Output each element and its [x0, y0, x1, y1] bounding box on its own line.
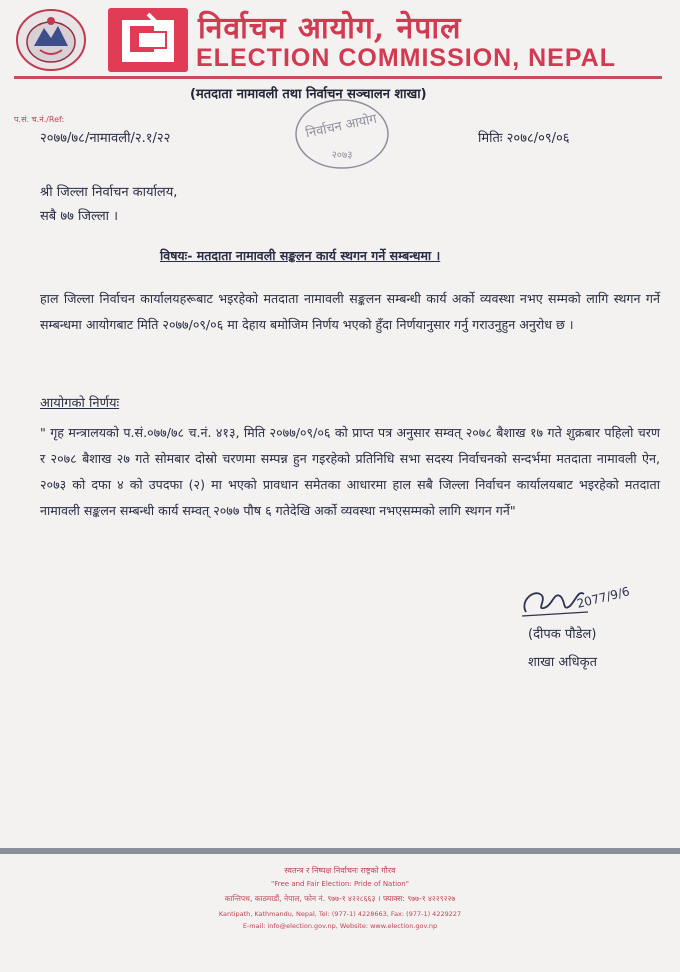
footer-divider	[0, 848, 680, 854]
letter-subject: विषयः- मतदाता नामावली सङ्कलन कार्य स्थगन गर्ने सम्बन्धमा ।	[160, 248, 441, 263]
election-commission-logo	[108, 8, 188, 72]
footer-motto-nepali: स्वतन्त्र र निष्पक्ष निर्वाचनः राष्ट्रको गौरव	[284, 866, 396, 875]
stamp-text: निर्वाचन आयोग	[304, 111, 379, 142]
recipient-line-1: श्री जिल्ला निर्वाचन कार्यालय,	[40, 185, 178, 200]
recipient-line-2: सबै ७७ जिल्ला ।	[40, 209, 119, 224]
handwritten-signature	[518, 572, 658, 624]
letter-date: मितिः २०७८/०९/०६	[478, 131, 570, 146]
nepal-emblem-icon	[14, 8, 88, 72]
footer-address-nepali: कान्तिपथ, काठमाडौं, नेपाल, फोन नं. ९७७-१ ४२२८६६३ । फ्याक्स: ९७७-१ ४२२९२२७	[224, 894, 456, 903]
header-divider	[14, 76, 662, 79]
footer-contact: E-mail: info@election.gov.np, Website: www.election.gov.np	[242, 922, 438, 930]
body-paragraph: हाल जिल्ला निर्वाचन कार्यालयहरूबाट भइरहेको मतदाता नामावली सङ्कलन सम्बन्धी कार्य अर्को व्यवस्था नभए सम्मको लागि स्थगन गर्ने सम्बन्धमा आयोगबाट मिति २०७७/०९/०६ मा देहाय बमोजिम निर्णय भएको हुँदा निर्णयानुसार गर्नु गराउनुहुन अनुरोध छ ।	[40, 291, 660, 332]
office-stamp	[292, 96, 392, 172]
stamp-year: २०७३	[331, 150, 353, 161]
footer-address-english: Kantipath, Kathmandu, Nepal, Tel: (977-1) 4228663, Fax: (977-1) 4229227	[218, 910, 462, 918]
decision-paragraph: " गृह मन्त्रालयको प.सं.०७७/७८ च.नं. ४१३, मिति २०७७/०९/०६ को प्राप्त पत्र अनुसार सम्वत् २०७८ बैशाख १७ गते शुक्रबार पहिलो चरण र २०७८ बैशाख २७ गते सोमबार दोस्रो चरणमा सम्पन्न हुन गइरहेको प्रतिनिधि सभा सदस्य निर्वाचनको सन्दर्भमा मतदाता नामावली ऐन, २०७३ को दफा ४ को उपदफा (२) मा भएको प्रावधान समेतका आधारमा हाल सबै जिल्ला निर्वाचन कार्यालयबाट भइरहेको मतदाता नामावली सङ्कलन सम्बन्धी कार्य सम्वत् २०७७ पौष ६ गतेदेखि अर्को व्यवस्था नभएसम्मको लागि स्थगन गर्ने"	[40, 425, 660, 518]
decision-heading: आयोगको निर्णयः	[40, 396, 120, 411]
reference-number: २०७७/७८/नामावली/२.१/२२	[40, 131, 171, 146]
footer-motto-english: "Free and Fair Election: Pride of Nation"	[271, 880, 409, 888]
signer-name: (दीपक पौडेल)	[528, 627, 597, 642]
commission-name-nepali: निर्वाचन आयोग, नेपाल	[198, 11, 462, 46]
branch-name: (मतदाता नामावली तथा निर्वाचन सञ्चालन शाखा)	[190, 87, 427, 102]
reference-label: प.सं. च.नं./Ref:	[14, 115, 65, 124]
signature-date: 2077/9/6	[575, 584, 632, 611]
commission-name-english: ELECTION COMMISSION, NEPAL	[196, 44, 616, 72]
signer-designation: शाखा अधिकृत	[528, 655, 598, 670]
